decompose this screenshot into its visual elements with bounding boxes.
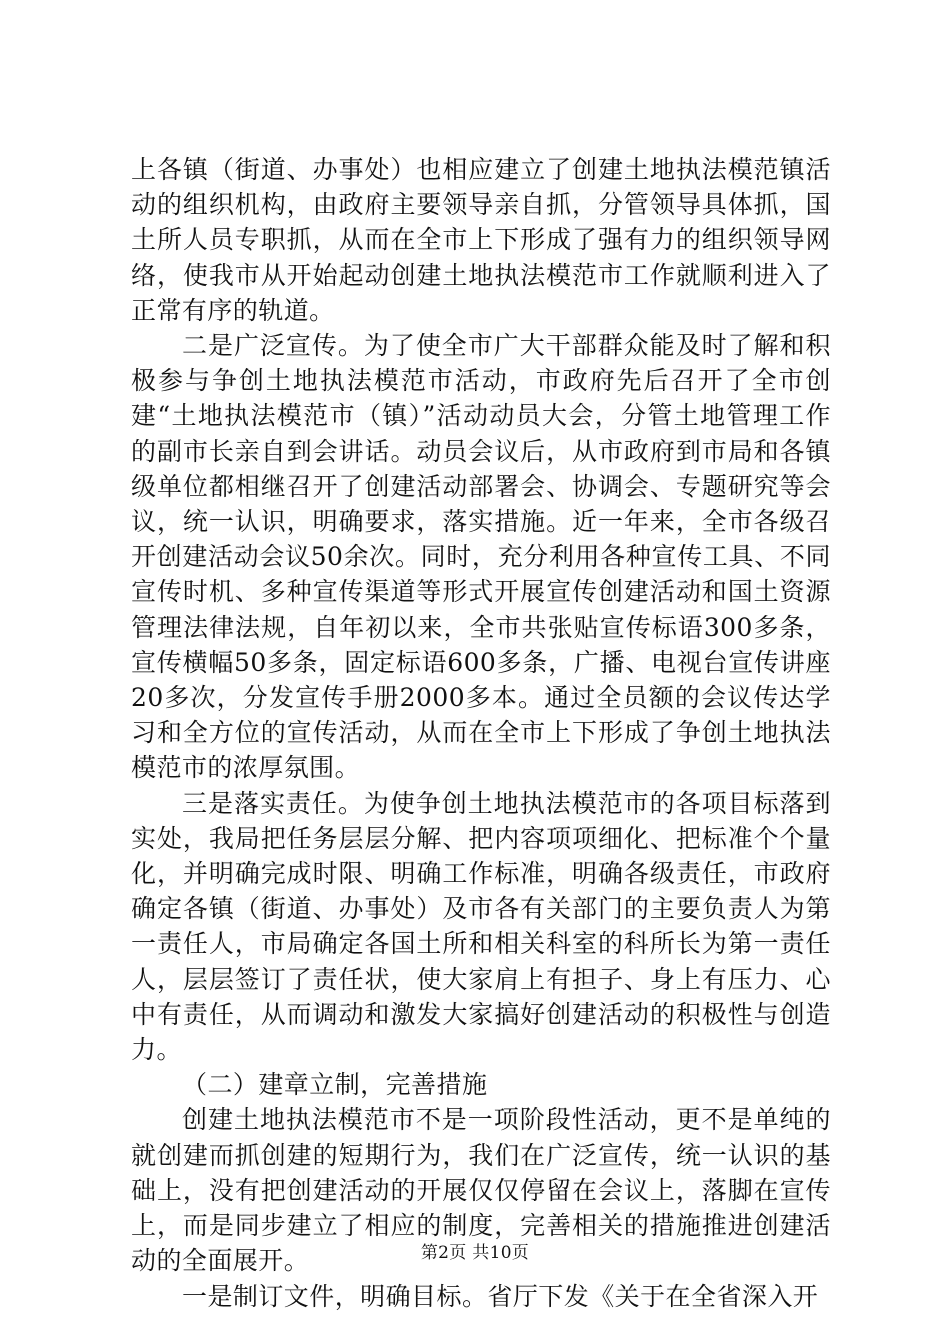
document-body xyxy=(131,152,831,1314)
paragraph-responsibility: 三是落实责任。为使争创土地执法模范市的各项目标落到实处，我局把任务层层分解、把内容项项细化、把标准个个量化，并明确完成时限、明确工作标准，明确各级责任，市政府确定各镇（街道、办事处）及市各有关部门的主要负责人为第一责任人，市局确定各国土所和相关科室的科所长为第一责任人，层层签订了责任状，使大家肩上有担子、身上有压力、心中有责任，从而调动和激发大家搞好创建活动的积极性与创造力。 xyxy=(131,788,831,1065)
paragraph-institutions: 创建土地执法模范市不是一项阶段性活动，更不是单纯的就创建而抓创建的短期行为，我们在广泛宣传，统一认识的基础上，没有把创建活动的开展仅仅停留在会议上，落脚在宣传上，而是同步建立了相应的制度，完善相关的措施推进创建活动的全面展开。 xyxy=(131,1105,831,1276)
paragraph-continued: 上各镇（街道、办事处）也相应建立了创建土地执法模范镇活动的组织机构，由政府主要领导亲自抓，分管领导具体抓，国土所人员专职抓，从而在全市上下形成了强有力的组织领导网络，使我市从开始起动创建土地执法模范市工作就顺利进入了正常有序的轨道。 xyxy=(131,155,831,325)
page-number-footer: 第2页 共10页 xyxy=(420,1243,530,1263)
section-heading: （二）建章立制，完善措施 xyxy=(182,1070,488,1100)
paragraph-publicity: 二是广泛宣传。为了使全市广大干部群众能及时了解和积极参与争创土地执法模范市活动，市政府先后召开了全市创建“土地执法模范市（镇）”活动动员大会，分管土地管理工作的副市长亲自到会讲话。动员会议后，从市政府到市局和各镇级单位都相继召开了创建活动部署会、协调会、专题研究等会议，统一认识，明确要求，落实措施。近一年来，全市各级召开创建活动会议50余次。同时，充分利用各种宣传工具、不同宣传时机、多种宣传渠道等形式开展宣传创建活动和国土资源管理法律法规，自年初以来，全市共张贴宣传标语300多条，宣传横幅50多条，固定标语600多条，广播、电视台宣传讲座20多次，分发宣传手册2000多本。通过全员额的会议传达学习和全方位的宣传活动，从而在全市上下形成了争创土地执法模范市的浓厚氛围。 xyxy=(131,331,831,783)
paragraph-documents: 一是制订文件，明确目标。省厅下发《关于在全省深入开 xyxy=(182,1281,819,1311)
